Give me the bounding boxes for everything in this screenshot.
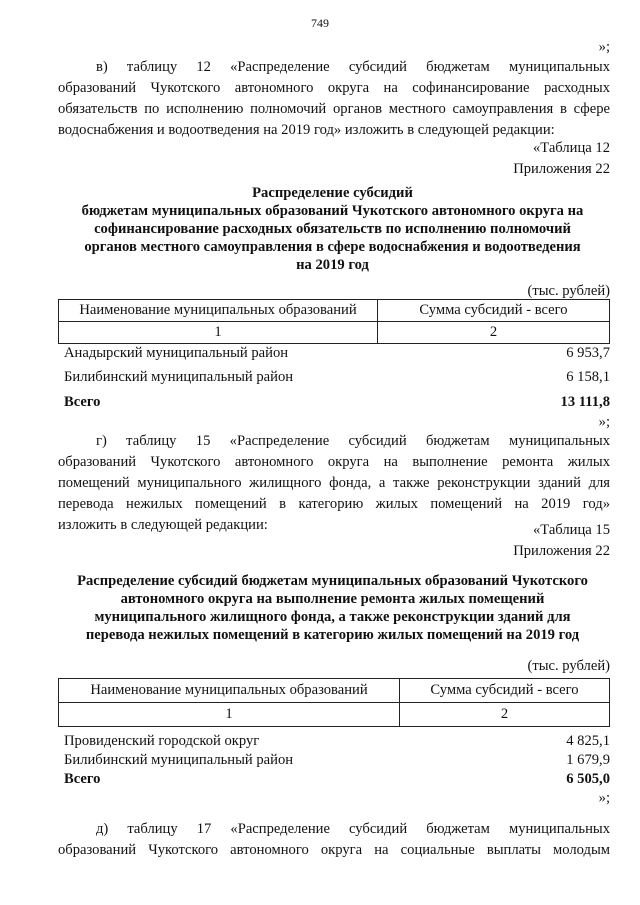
table15-label: [513, 520, 610, 562]
table15-title: [40, 572, 625, 644]
title-line: бюджетам муниципальных образований Чукотского автономного округа на: [81, 203, 584, 219]
table12-units: (тыс. рублей): [527, 283, 610, 299]
table12-header: [58, 299, 610, 344]
col1-header: Наименование муниципальных образований: [59, 679, 400, 703]
row-name: Билибинский муниципальный район: [64, 752, 294, 768]
total-label: Всего: [64, 394, 101, 410]
row-value: 4 825,1: [566, 733, 610, 749]
row-name: Провиденский городской округ: [64, 733, 260, 749]
paragraph-line: г) таблицу 15 «Распределение субсидий бюджетам муниципальных: [96, 433, 610, 449]
table-total-row: [64, 394, 610, 414]
col2-number: 2: [400, 703, 610, 727]
paragraph-line: образований Чукотского автономного округа на софинансирование расходных: [58, 80, 610, 96]
table15-label-line2: Приложения 22: [513, 543, 610, 559]
table12-label-line1: «Таблица 12: [532, 140, 610, 156]
paragraph-line: помещений муниципального жилищного фонда, а также реконструкции зданий для: [58, 475, 610, 491]
row-value: 6 953,7: [566, 345, 610, 361]
title-line: на 2019 год: [296, 257, 369, 273]
row-name: Билибинский муниципальный район: [64, 369, 294, 385]
total-label: Всего: [64, 771, 101, 787]
paragraph-line: обязательств по исполнению полномочий органов местного самоуправления в сфере: [58, 101, 610, 117]
paragraph-line: образований Чукотского автономного округа на социальные выплаты молодым: [58, 842, 610, 858]
row-value: 6 158,1: [566, 369, 610, 385]
table-row: [64, 369, 610, 389]
title-line: автономного округа на выполнение ремонта жилых помещений: [120, 591, 545, 607]
closing-quote-top: »;: [598, 39, 610, 55]
table-total-row: [64, 771, 610, 791]
paragraph-line: д) таблицу 17 «Распределение субсидий бюджетам муниципальных: [96, 821, 610, 837]
page-number: 749: [311, 16, 329, 30]
title-line: Распределение субсидий бюджетам муниципальных образований Чукотского: [77, 573, 588, 589]
table12-label-line2: Приложения 22: [513, 161, 610, 177]
table15-units: (тыс. рублей): [527, 658, 610, 674]
paragraph-line: водоснабжения и водоотведения на 2019 год» изложить в следующей редакции:: [58, 122, 555, 138]
paragraph-v: [58, 57, 610, 141]
table15-closing: »;: [598, 790, 610, 806]
title-line: органов местного самоуправления в сфере водоснабжения и водоотведения: [84, 239, 581, 255]
row-name: Анадырский муниципальный район: [64, 345, 289, 361]
table12-closing: »;: [598, 414, 610, 430]
col2-header: Сумма субсидий - всего: [400, 679, 610, 703]
col2-number: 2: [378, 322, 610, 344]
title-line: Распределение субсидий: [252, 185, 413, 201]
col1-number: 1: [59, 703, 400, 727]
table-row: [64, 752, 610, 772]
paragraph-d: [58, 819, 610, 861]
total-value: 13 111,8: [560, 394, 610, 410]
paragraph-line: образований Чукотского автономного округа на выполнение ремонта жилых: [58, 454, 610, 470]
title-line: софинансирование расходных обязательств по исполнению полномочий: [94, 221, 571, 237]
total-value: 6 505,0: [566, 771, 610, 787]
table15-header: [58, 678, 610, 727]
title-line: перевода нежилых помещений в категорию жилых помещений на 2019 год: [85, 627, 580, 643]
row-value: 1 679,9: [566, 752, 610, 768]
paragraph-line: в) таблицу 12 «Распределение субсидий бюджетам муниципальных: [96, 59, 610, 75]
title-line: муниципального жилищного фонда, а также реконструкции зданий для: [94, 609, 571, 625]
table12-title: [40, 184, 625, 274]
paragraph-line: изложить в следующей редакции:: [58, 517, 268, 533]
col2-header: Сумма субсидий - всего: [378, 300, 610, 322]
paragraph-line: перевода нежилых помещений в категорию жилых помещений на 2019 год»: [58, 496, 610, 512]
table-row: [64, 345, 610, 365]
table15-label-line1: «Таблица 15: [532, 522, 610, 538]
table12-label: [513, 138, 610, 180]
col1-number: 1: [59, 322, 378, 344]
col1-header: Наименование муниципальных образований: [59, 300, 378, 322]
table-row: [64, 733, 610, 753]
